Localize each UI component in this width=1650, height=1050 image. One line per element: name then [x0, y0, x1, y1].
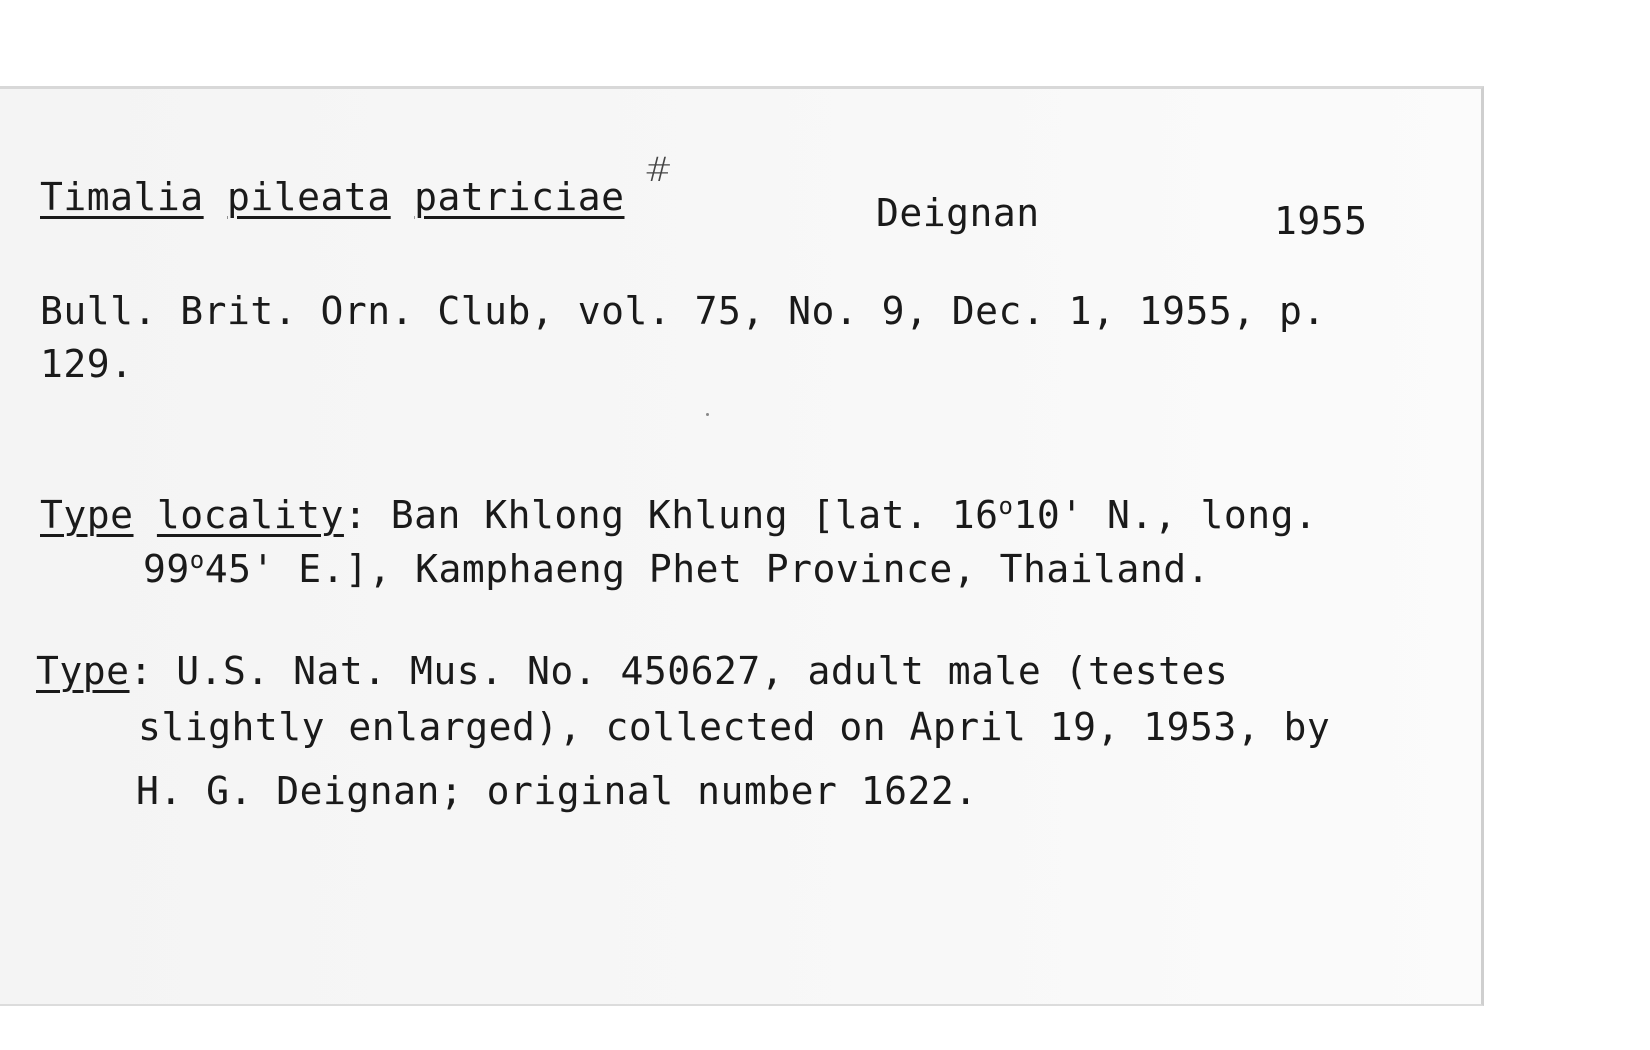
type-locality-line-1: [40, 492, 1318, 537]
type-locality-text-1b: 10' N., long.: [1013, 493, 1318, 537]
type-locality-text-2b: 45' E.], Kamphaeng Phet Province, Thailand.: [204, 547, 1210, 591]
citation-line-2: 129.: [40, 342, 134, 386]
species-name: pileata: [227, 175, 391, 219]
type-locality-text-2a: 99: [143, 547, 190, 591]
type-locality-text-1a: Ban Khlong Khlung [lat. 16: [367, 493, 999, 537]
year: 1955: [1274, 199, 1368, 243]
citation-line-1: Bull. Brit. Orn. Club, vol. 75, No. 9, Dec. 1, 1955, p.: [40, 289, 1326, 333]
type-locality-line-2: [143, 546, 1210, 591]
speck: [706, 413, 709, 416]
type-line-1: [36, 649, 1229, 693]
type-locality-colon: :: [343, 493, 368, 537]
handwritten-hash-mark: #: [644, 150, 673, 190]
type-line-2: slightly enlarged), collected on April 19, 1953, by: [138, 705, 1331, 749]
taxon-name: [40, 175, 625, 219]
genus-name: Timalia: [40, 175, 204, 219]
type-text-1: : U.S. Nat. Mus. No. 450627, adult male (testes: [129, 649, 1229, 693]
type-locality-label-word1: Type: [40, 493, 134, 537]
index-card: [0, 86, 1484, 1006]
type-label: Type: [36, 649, 130, 693]
degree-sign: o: [998, 492, 1014, 520]
subspecies-name: patriciae: [414, 175, 625, 219]
author-name: Deignan: [876, 191, 1040, 235]
type-line-3: H. G. Deignan; original number 1622.: [136, 769, 978, 813]
degree-sign: o: [189, 546, 205, 574]
type-locality-label-word2: locality: [156, 493, 344, 537]
